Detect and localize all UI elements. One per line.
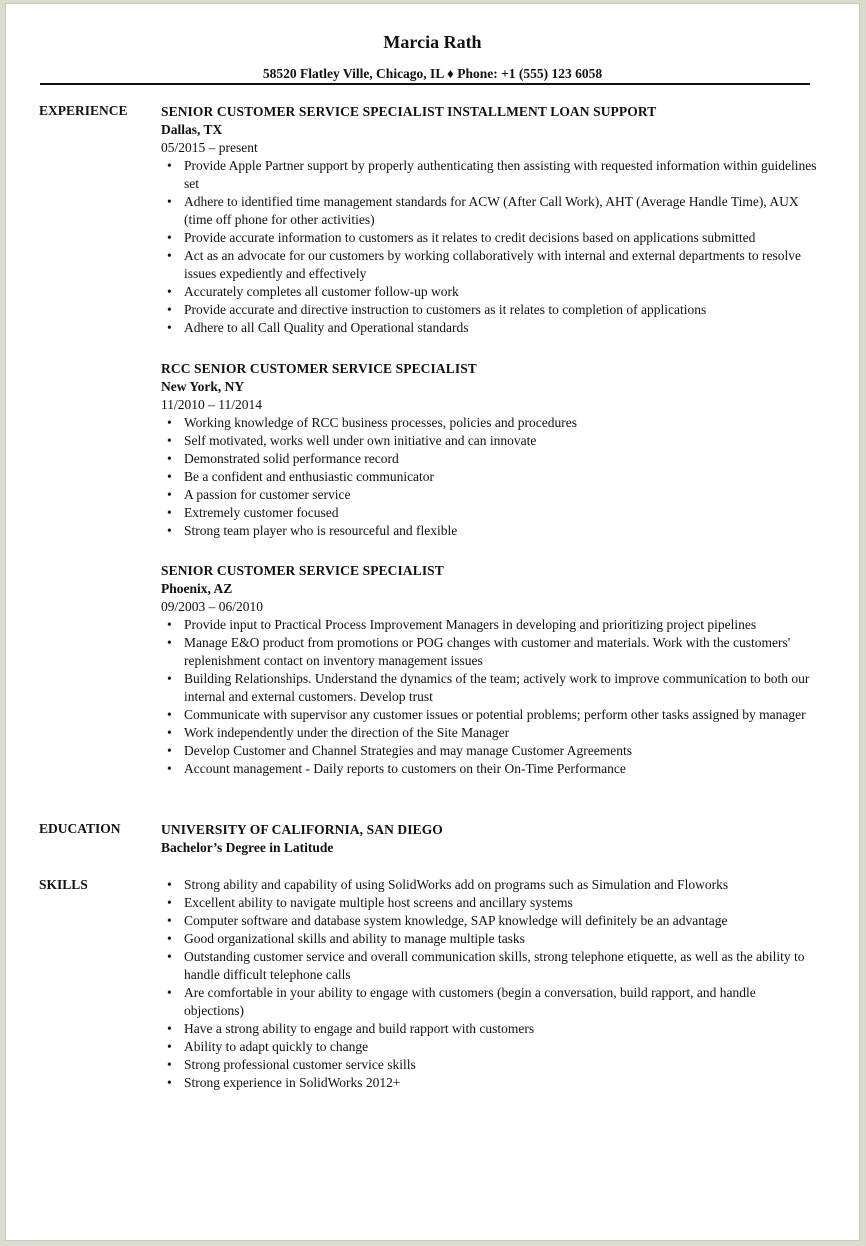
job-location: New York, NY	[161, 379, 245, 394]
bullet-item	[161, 616, 819, 634]
bullet-item	[161, 229, 819, 247]
job-title: RCC SENIOR CUSTOMER SERVICE SPECIALIST	[161, 361, 477, 376]
bullet-text: Be a confident and enthusiastic communicator	[184, 469, 435, 484]
bullet-icon: •	[167, 617, 172, 632]
bullet-item	[161, 724, 819, 742]
skills-entry	[161, 876, 821, 1092]
education-heading: EDUCATION	[39, 821, 121, 836]
job-bullets	[161, 616, 821, 778]
bullet-item	[161, 522, 819, 540]
bullet-text: Provide Apple Partner support by properly authenticating then assisting with requested information within guidelines set	[184, 158, 817, 191]
bullet-item	[161, 432, 819, 450]
bullet-icon: •	[167, 158, 172, 173]
bullet-icon: •	[167, 433, 172, 448]
bullet-icon: •	[167, 302, 172, 317]
bullet-item	[161, 760, 819, 778]
bullet-text: Building Relationships. Understand the dynamics of the team; actively work to improve communication to both our internal and external customers. Develop trust	[184, 671, 810, 704]
bullet-icon: •	[167, 985, 172, 1000]
bullet-icon: •	[167, 725, 172, 740]
bullet-icon: •	[167, 284, 172, 299]
job-dates: 09/2003 – 06/2010	[161, 599, 264, 614]
bullet-item	[161, 930, 819, 948]
candidate-name: Marcia Rath	[383, 32, 482, 52]
bullet-item	[161, 486, 819, 504]
bullet-text: Self motivated, works well under own initiative and can innovate	[184, 433, 537, 448]
bullet-text: Outstanding customer service and overall communication skills, strong telephone etiquette, as well as the ability to handle difficult telephone calls	[184, 949, 805, 982]
bullet-item	[161, 301, 819, 319]
bullet-icon: •	[167, 194, 172, 209]
job-bullets	[161, 157, 821, 337]
job-3	[161, 562, 821, 778]
bullet-item	[161, 1038, 819, 1056]
experience-heading: EXPERIENCE	[39, 103, 128, 118]
bullet-icon: •	[167, 635, 172, 650]
bullet-item	[161, 504, 819, 522]
bullet-item	[161, 414, 819, 432]
bullet-item	[161, 948, 819, 984]
bullet-icon: •	[167, 523, 172, 538]
bullet-text: Adhere to identified time management standards for ACW (After Call Work), AHT (Average Handle Time), AUX (time off phone for other activities)	[184, 194, 799, 227]
bullet-text: Communicate with supervisor any customer issues or potential problems; perform other tasks assigned by manager	[184, 707, 806, 722]
bullet-item	[161, 450, 819, 468]
bullet-item	[161, 1074, 819, 1092]
bullet-item	[161, 894, 819, 912]
bullet-item	[161, 193, 819, 229]
bullet-text: Good organizational skills and ability to manage multiple tasks	[184, 931, 525, 946]
bullet-item	[161, 1056, 819, 1074]
bullet-icon: •	[167, 1021, 172, 1036]
bullet-icon: •	[167, 1075, 172, 1090]
bullet-text: Excellent ability to navigate multiple host screens and ancillary systems	[184, 895, 573, 910]
bullet-text: Provide input to Practical Process Improvement Managers in developing and prioritizing project pipelines	[184, 617, 757, 632]
header-divider	[40, 83, 810, 85]
bullet-text: Work independently under the direction of the Site Manager	[184, 725, 510, 740]
bullet-icon: •	[167, 248, 172, 263]
bullet-icon: •	[167, 671, 172, 686]
education-entry	[161, 821, 821, 857]
bullet-icon: •	[167, 931, 172, 946]
bullet-icon: •	[167, 743, 172, 758]
bullet-text: Accurately completes all customer follow-up work	[184, 284, 459, 299]
job-1	[161, 103, 821, 337]
degree: Bachelor’s Degree in Latitude	[161, 840, 334, 855]
bullet-icon: •	[167, 451, 172, 466]
bullet-text: Act as an advocate for our customers by working collaboratively with internal and external departments to resolve issues expediently and effectively	[184, 248, 802, 281]
job-location: Phoenix, AZ	[161, 581, 233, 596]
bullet-item	[161, 319, 819, 337]
bullet-text: Extremely customer focused	[184, 505, 339, 520]
bullet-item	[161, 634, 819, 670]
bullet-icon: •	[167, 230, 172, 245]
job-dates: 05/2015 – present	[161, 140, 258, 155]
job-title: SENIOR CUSTOMER SERVICE SPECIALIST INSTALLMENT LOAN SUPPORT	[161, 104, 657, 119]
bullet-icon: •	[167, 761, 172, 776]
bullet-icon: •	[167, 895, 172, 910]
bullet-text: Are comfortable in your ability to engage with customers (begin a conversation, build rapport, and handle objections)	[184, 985, 756, 1018]
bullet-text: Strong ability and capability of using SolidWorks add on programs such as Simulation and Floworks	[184, 877, 729, 892]
bullet-icon: •	[167, 949, 172, 964]
bullet-item	[161, 670, 819, 706]
job-2	[161, 360, 821, 540]
job-dates: 11/2010 – 11/2014	[161, 397, 262, 412]
bullet-item	[161, 1020, 819, 1038]
bullet-icon: •	[167, 487, 172, 502]
bullet-icon: •	[167, 469, 172, 484]
skills-heading: SKILLS	[39, 877, 88, 892]
bullet-icon: •	[167, 1039, 172, 1054]
bullet-text: Working knowledge of RCC business processes, policies and procedures	[184, 415, 577, 430]
job-location: Dallas, TX	[161, 122, 223, 137]
bullet-item	[161, 157, 819, 193]
bullet-text: A passion for customer service	[184, 487, 351, 502]
bullet-item	[161, 984, 819, 1020]
bullet-text: Strong experience in SolidWorks 2012+	[184, 1075, 401, 1090]
bullet-text: Manage E&O product from promotions or POG changes with customer and materials. Work with the customers' replenishment contact on inventory management issues	[184, 635, 791, 668]
bullet-item	[161, 247, 819, 283]
contact-line: 58520 Flatley Ville, Chicago, IL ♦ Phone: +1 (555) 123 6058	[262, 66, 603, 81]
bullet-text: Have a strong ability to engage and build rapport with customers	[184, 1021, 535, 1036]
bullet-text: Computer software and database system knowledge, SAP knowledge will definitely be an advantage	[184, 913, 728, 928]
bullet-item	[161, 742, 819, 760]
bullet-icon: •	[167, 415, 172, 430]
job-bullets	[161, 414, 821, 540]
job-title: SENIOR CUSTOMER SERVICE SPECIALIST	[161, 563, 444, 578]
skills-bullets	[161, 876, 821, 1092]
bullet-icon: •	[167, 707, 172, 722]
bullet-text: Strong professional customer service skills	[184, 1057, 416, 1072]
bullet-item	[161, 468, 819, 486]
bullet-text: Provide accurate information to customers as it relates to credit decisions based on applications submitted	[184, 230, 756, 245]
bullet-icon: •	[167, 505, 172, 520]
bullet-icon: •	[167, 1057, 172, 1072]
bullet-text: Account management - Daily reports to customers on their On-Time Performance	[184, 761, 626, 776]
bullet-icon: •	[167, 913, 172, 928]
bullet-item	[161, 706, 819, 724]
resume-page	[5, 3, 860, 1241]
bullet-icon: •	[167, 877, 172, 892]
bullet-item	[161, 876, 819, 894]
bullet-text: Provide accurate and directive instruction to customers as it relates to completion of applications	[184, 302, 707, 317]
bullet-item	[161, 912, 819, 930]
bullet-text: Develop Customer and Channel Strategies and may manage Customer Agreements	[184, 743, 633, 758]
bullet-item	[161, 283, 819, 301]
bullet-text: Ability to adapt quickly to change	[184, 1039, 369, 1054]
bullet-icon: •	[167, 320, 172, 335]
bullet-text: Strong team player who is resourceful and flexible	[184, 523, 458, 538]
bullet-text: Demonstrated solid performance record	[184, 451, 399, 466]
school-name: UNIVERSITY OF CALIFORNIA, SAN DIEGO	[161, 822, 443, 837]
bullet-text: Adhere to all Call Quality and Operational standards	[184, 320, 469, 335]
